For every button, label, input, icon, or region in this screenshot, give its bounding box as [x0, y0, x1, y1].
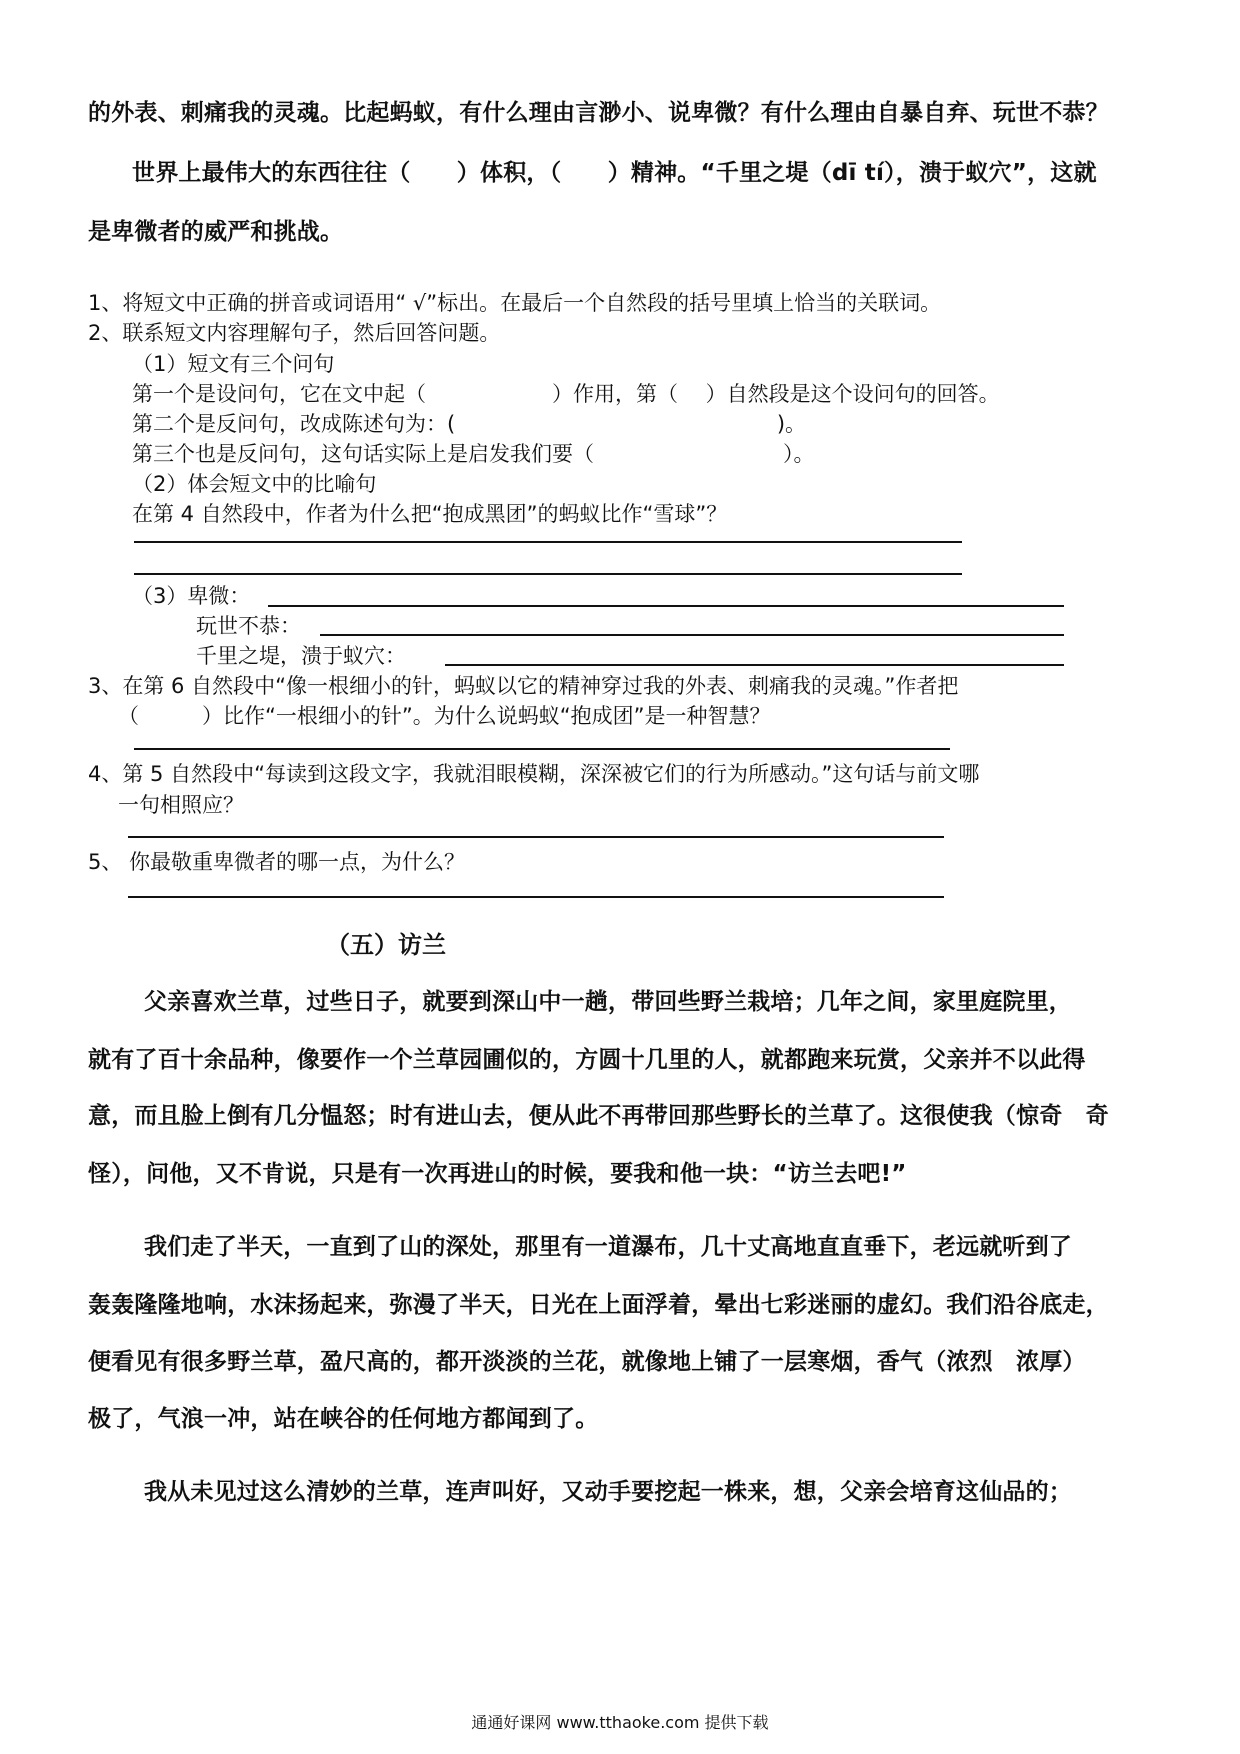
question-2-3-c: 千里之堤，溃于蚁穴： [196, 644, 406, 668]
answer-line [445, 664, 1064, 666]
question-2-1-b: 第二个是反问句，改成陈述句为：( )。 [132, 412, 807, 436]
passage-line: 父亲喜欢兰草，过些日子，就要到深山中一趟，带回些野兰栽培；几年之间，家里庭院里， [144, 989, 1072, 1015]
answer-line [128, 836, 944, 838]
passage-line: 是卑微者的威严和挑战。 [88, 219, 344, 245]
section-title: （五）访兰 [326, 931, 446, 959]
question-1: 1、将短文中正确的拼音或词语用“ √”标出。在最后一个自然段的括号里填上恰当的关联词。 [88, 291, 942, 315]
passage-line: 便看见有很多野兰草，盈尺高的，都开淡淡的兰花，就像地上铺了一层寒烟，香气（浓烈 浓厚） [88, 1349, 1086, 1375]
passage-line: 极了，气浪一冲，站在峡谷的任何地方都闻到了。 [88, 1406, 599, 1432]
answer-line [134, 573, 962, 575]
question-2: 2、联系短文内容理解句子，然后回答问题。 [88, 321, 501, 345]
passage-line: 世界上最伟大的东西往往（ ）体积，（ ）精神。“千里之堤（dī tí），溃于蚁穴”，这就 [132, 160, 1097, 186]
page-footer: 通通好课网 www.tthaoke.com 提供下载 [471, 1713, 769, 1732]
passage-line: 我从未见过这么清妙的兰草，连声叫好，又动手要挖起一株来，想，父亲会培育这仙品的； [144, 1479, 1072, 1505]
question-3: 3、在第 6 自然段中“像一根细小的针，蚂蚁以它的精神穿过我的外表、刺痛我的灵魂。”作者把 [88, 674, 959, 698]
question-4-cont: 一句相照应？ [118, 793, 244, 817]
passage-line: 意，而且脸上倒有几分愠怒；时有进山去，便从此不再带回那些野长的兰草了。这很使我（惊奇 奇 [88, 1103, 1109, 1129]
question-4: 4、第 5 自然段中“每读到这段文字，我就泪眼模糊，深深被它们的行为所感动。”这句话与前文哪 [88, 762, 980, 786]
passage-line: 的外表、刺痛我的灵魂。比起蚂蚁，有什么理由言渺小、说卑微？有什么理由自暴自弃、玩世不恭？ [88, 100, 1109, 126]
passage-line: 轰轰隆隆地响，水沫扬起来，弥漫了半天，日光在上面浮着，晕出七彩迷丽的虚幻。我们沿谷底走， [88, 1292, 1109, 1318]
answer-line [134, 541, 962, 543]
question-3-cont: （ ）比作“一根细小的针”。为什么说蚂蚁“抱成团”是一种智慧？ [118, 704, 771, 728]
passage-line: 我们走了半天，一直到了山的深处，那里有一道瀑布，几十丈高地直直垂下，老远就听到了 [144, 1234, 1072, 1260]
question-2-3-a: （3）卑微： [132, 584, 251, 608]
question-2-2-body: 在第 4 自然段中，作者为什么把“抱成黑团”的蚂蚁比作“雪球”？ [132, 502, 728, 526]
answer-line [128, 896, 944, 898]
answer-line [320, 634, 1064, 636]
question-2-2-heading: （2）体会短文中的比喻句 [132, 472, 377, 496]
answer-line [268, 605, 1064, 607]
question-2-1-heading: （1）短文有三个问句 [132, 352, 335, 376]
answer-line [134, 748, 950, 750]
question-2-1-c: 第三个也是反问句，这句话实际上是启发我们要（ ）。 [132, 442, 815, 466]
passage-line: 怪），问他，又不肯说，只是有一次再进山的时候，要我和他一块：“访兰去吧!” [88, 1161, 907, 1187]
question-2-3-b: 玩世不恭： [196, 614, 301, 638]
passage-line: 就有了百十余品种，像要作一个兰草园圃似的，方圆十几里的人，就都跑来玩赏，父亲并不以此得 [88, 1047, 1086, 1073]
question-5: 5、 你最敬重卑微者的哪一点，为什么？ [88, 850, 466, 874]
question-2-1-a: 第一个是设问句，它在文中起（ ）作用，第（ ）自然段是这个设问句的回答。 [132, 382, 1000, 406]
